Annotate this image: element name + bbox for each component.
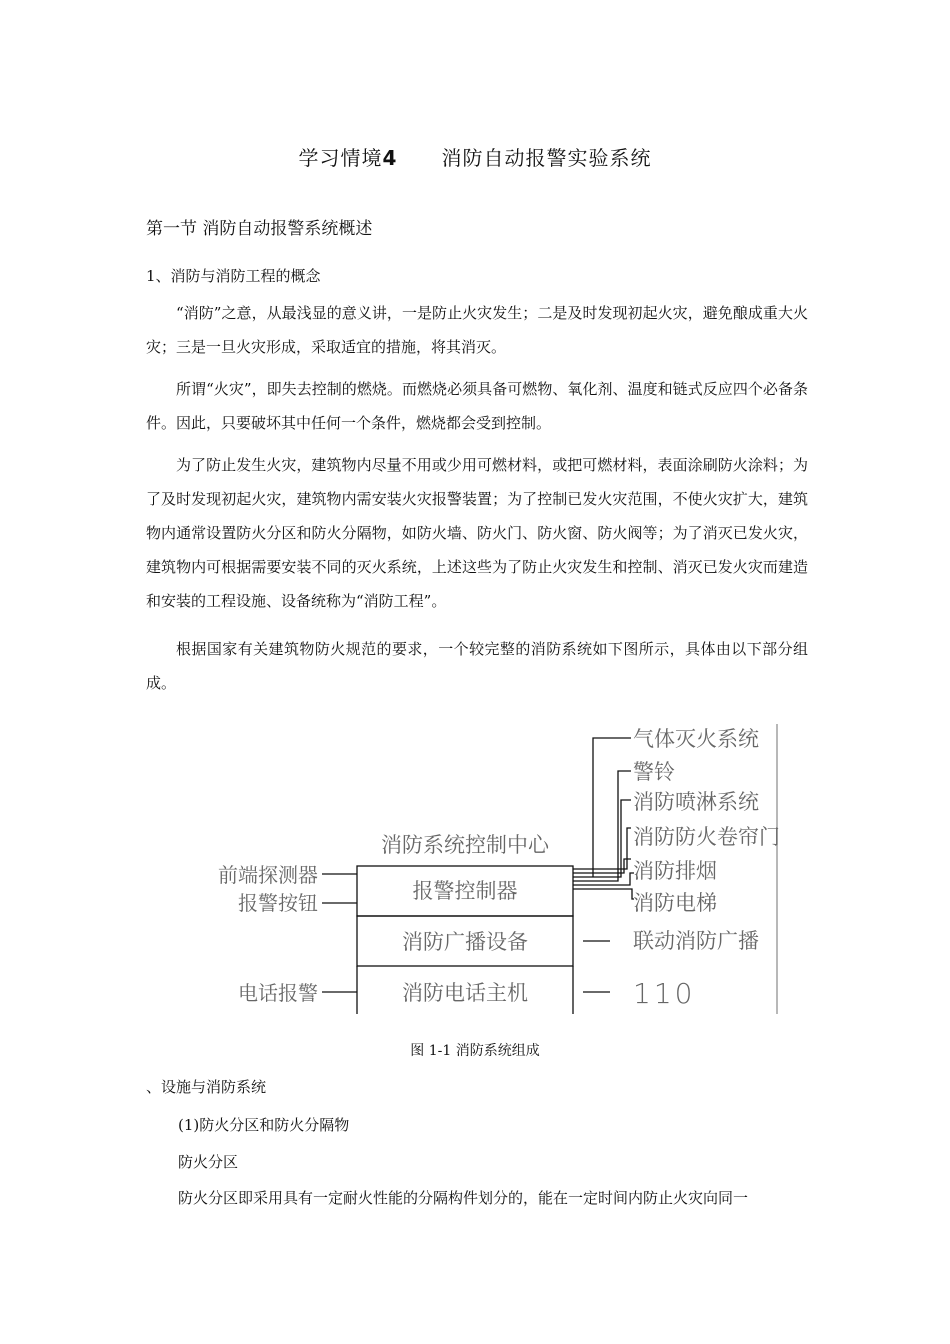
list-item: (1)防火分区和防火分隔物 (178, 1116, 350, 1134)
paragraph-2: 所谓“火灾”，即失去控制的燃烧。而燃烧必须具备可燃物、氧化剂、温度和链式反应四个必备条件。因此，只要破坏其中任何一个条件，燃烧都会受到控制。 (146, 380, 808, 432)
figure-caption: 图 1-1 消防系统组成 (410, 1043, 540, 1059)
section-heading: 第一节 消防自动报警系统概述 (146, 219, 373, 239)
fire-system-diagram (200, 716, 800, 1020)
bus-line-1 (573, 828, 631, 869)
paragraph-3: 为了防止发生火灾，建筑物内尽量不用或少用可燃材料，或把可燃材料，表面涂刷防火涂料；为了及时发现初起火灾，建筑物内需安装火灾报警装置；为了控制已发火灾范围，不使火灾扩大，建筑物内通常设置防火分区和防火分隔物，如防火墙、防火门、防火窗、防火阀等；为了消灭已发火灾，建筑物内可根据需要安装不同的灭火系统，上述这些为了防止火灾发生和控制、消灭已发火灾而建造和安装的工程设施、设备统称为“消防工程”。 (146, 456, 808, 610)
input-detector: 前端探测器 (218, 863, 318, 887)
list-item-heading: 防火分区 (178, 1153, 239, 1171)
input-phone-alarm: 电话报警 (238, 981, 318, 1005)
title-number: 4 (382, 146, 398, 170)
output-sprinkler: 消防喷淋系统 (633, 790, 759, 814)
control-center-title: 消防系统控制中心 (381, 833, 549, 857)
box-label-alarm-controller: 报警控制器 (412, 879, 518, 903)
output-110: 110 (633, 977, 696, 1010)
output-fire-shutter: 消防防火卷帘门 (633, 825, 780, 849)
subsection-heading: 1、消防与消防工程的概念 (146, 267, 321, 285)
output-gas-extinguishing: 气体灭火系统 (633, 727, 759, 751)
paragraph-4: 根据国家有关建筑物防火规范的要求，一个较完整的消防系统如下图所示，具体由以下部分组成。 (146, 640, 808, 692)
bus-line-5 (573, 873, 634, 885)
subsection-heading-2: 、设施与消防系统 (146, 1078, 267, 1096)
box-label-broadcast: 消防广播设备 (402, 930, 528, 954)
bus-line-2 (573, 859, 631, 873)
title-main: 消防自动报警实验系统 (441, 146, 652, 170)
output-smoke-exhaust: 消防排烟 (633, 859, 717, 883)
output-alarm-bell: 警铃 (633, 760, 675, 784)
bus-line-4 (573, 771, 631, 881)
input-alarm-button: 报警按钮 (238, 891, 318, 915)
paragraph-5: 防火分区即采用具有一定耐火性能的分隔构件划分的，能在一定时间内防止火灾向同一 (178, 1189, 749, 1207)
bus-line-3 (573, 800, 631, 877)
bus-line-7 (593, 738, 631, 877)
paragraph-1: “消防”之意，从最浅显的意义讲，一是防止火灾发生；二是及时发现初起火灾，避免酿成重大火灾；三是一旦火灾形成，采取适宜的措施，将其消灭。 (146, 304, 808, 356)
page-title (0, 142, 950, 171)
bus-line-6 (573, 889, 634, 899)
output-fire-elevator: 消防电梯 (633, 891, 717, 915)
title-prefix: 学习情境 (298, 146, 383, 170)
box-label-telephone: 消防电话主机 (402, 981, 528, 1005)
output-linked-broadcast: 联动消防广播 (633, 929, 759, 953)
